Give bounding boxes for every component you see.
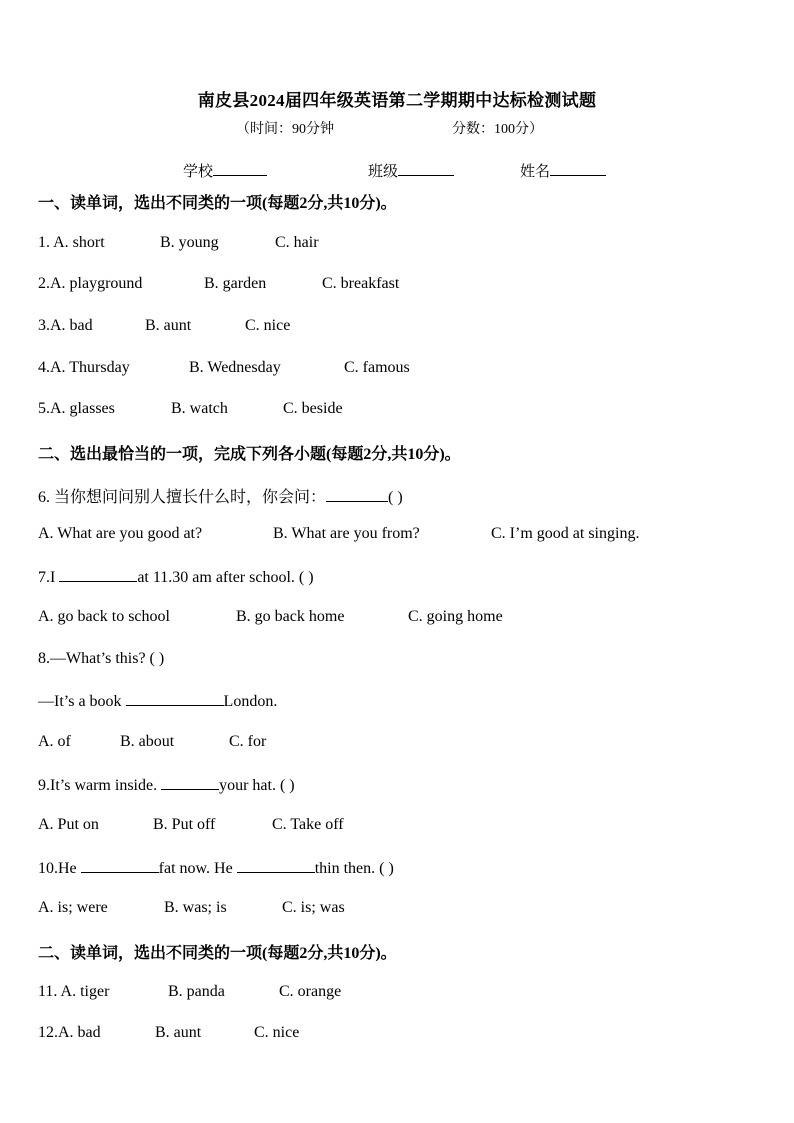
q9-stem-text: 9.It’s warm inside. <box>38 777 162 794</box>
q12-option-c: C. nice <box>254 1024 300 1041</box>
q9-option-a: A. Put on <box>38 816 99 833</box>
q8-option-a: A. of <box>38 733 71 750</box>
question-8-stem: 8.—What’s this? ( ) <box>38 650 165 667</box>
q5-option-a: 5.A. glasses <box>38 400 115 417</box>
question-8-line2 <box>38 691 277 711</box>
section-2-heading: 二、选出最恰当的一项，完成下列各小题(每题2分,共10分)。 <box>38 446 461 463</box>
q11-option-a: 11. A. tiger <box>38 983 110 1000</box>
name-label: 姓名 <box>520 164 551 180</box>
q6-blank[interactable] <box>326 487 388 502</box>
q6-option-b: B. What are you from? <box>273 525 420 542</box>
q7-option-a: A. go back to school <box>38 608 170 625</box>
q1-option-c: C. hair <box>275 234 319 251</box>
name-blank[interactable] <box>550 161 606 176</box>
q10-stem-text: 10.He <box>38 860 81 877</box>
q4-option-a: 4.A. Thursday <box>38 359 130 376</box>
school-label: 学校 <box>183 164 214 180</box>
q3-option-a: 3.A. bad <box>38 317 93 334</box>
q11-option-b: B. panda <box>168 983 225 1000</box>
q5-option-b: B. watch <box>171 400 228 417</box>
school-blank[interactable] <box>213 161 267 176</box>
q10-blank-1[interactable] <box>81 858 159 873</box>
q8-option-b: B. about <box>120 733 175 750</box>
q6-paren: ( ) <box>388 489 403 506</box>
q8-option-c: C. for <box>229 733 267 750</box>
q4-option-c: C. famous <box>344 359 410 376</box>
q2-option-b: B. garden <box>204 275 267 292</box>
page-title: 南皮县2024届四年级英语第二学期期中达标检测试题 <box>197 91 597 110</box>
q10-stem-rest: thin then. ( ) <box>314 860 394 877</box>
question-7-stem <box>38 567 314 587</box>
q7-stem-text: 7.I <box>38 569 60 586</box>
school-field <box>183 160 267 181</box>
q7-blank[interactable] <box>59 567 137 582</box>
q9-option-b: B. Put off <box>153 816 216 833</box>
q7-option-c: C. going home <box>408 608 503 625</box>
q7-stem-rest: at 11.30 am after school. ( ) <box>137 569 314 586</box>
q2-option-c: C. breakfast <box>322 275 400 292</box>
section-3-heading: 二、读单词，选出不同类的一项(每题2分,共10分)。 <box>38 945 397 962</box>
q6-option-c: C. I’m good at singing. <box>491 525 640 542</box>
q12-option-b: B. aunt <box>155 1024 202 1041</box>
q2-option-a: 2.A. playground <box>38 275 143 292</box>
q9-option-c: C. Take off <box>272 816 344 833</box>
q1-option-a: 1. A. short <box>38 234 105 251</box>
section-1-heading: 一、读单词，选出不同类的一项(每题2分,共10分)。 <box>38 195 397 212</box>
q8-blank[interactable] <box>126 691 224 706</box>
q8-line2-rest: London. <box>223 693 278 710</box>
q1-option-b: B. young <box>160 234 219 251</box>
q5-option-c: C. beside <box>283 400 343 417</box>
q6-option-a: A. What are you good at? <box>38 525 203 542</box>
q10-option-c: C. is; was <box>282 899 345 916</box>
q10-option-a: A. is; were <box>38 899 108 916</box>
q10-blank-2[interactable] <box>237 858 315 873</box>
q4-option-b: B. Wednesday <box>189 359 281 376</box>
exam-score: 分数：100分） <box>452 122 543 137</box>
q10-stem-mid: fat now. He <box>158 860 237 877</box>
question-9-stem <box>38 775 295 795</box>
exam-time: （时间：90分钟 <box>236 122 334 137</box>
q10-option-b: B. was; is <box>164 899 227 916</box>
q6-stem-text: 6. 当你想问问别人擅长什么时，你会问： <box>38 489 327 506</box>
name-field <box>520 160 606 181</box>
class-label: 班级 <box>368 164 399 180</box>
q12-option-a: 12.A. bad <box>38 1024 101 1041</box>
class-blank[interactable] <box>398 161 454 176</box>
q7-option-b: B. go back home <box>236 608 345 625</box>
q3-option-b: B. aunt <box>145 317 192 334</box>
question-10-stem <box>38 858 394 878</box>
q11-option-c: C. orange <box>279 983 342 1000</box>
q9-stem-rest: your hat. ( ) <box>219 777 295 794</box>
q8-line2-text: —It’s a book <box>38 693 126 710</box>
q9-blank[interactable] <box>161 775 219 790</box>
q3-option-c: C. nice <box>245 317 291 334</box>
class-field <box>368 160 454 181</box>
question-6-stem <box>38 484 403 507</box>
